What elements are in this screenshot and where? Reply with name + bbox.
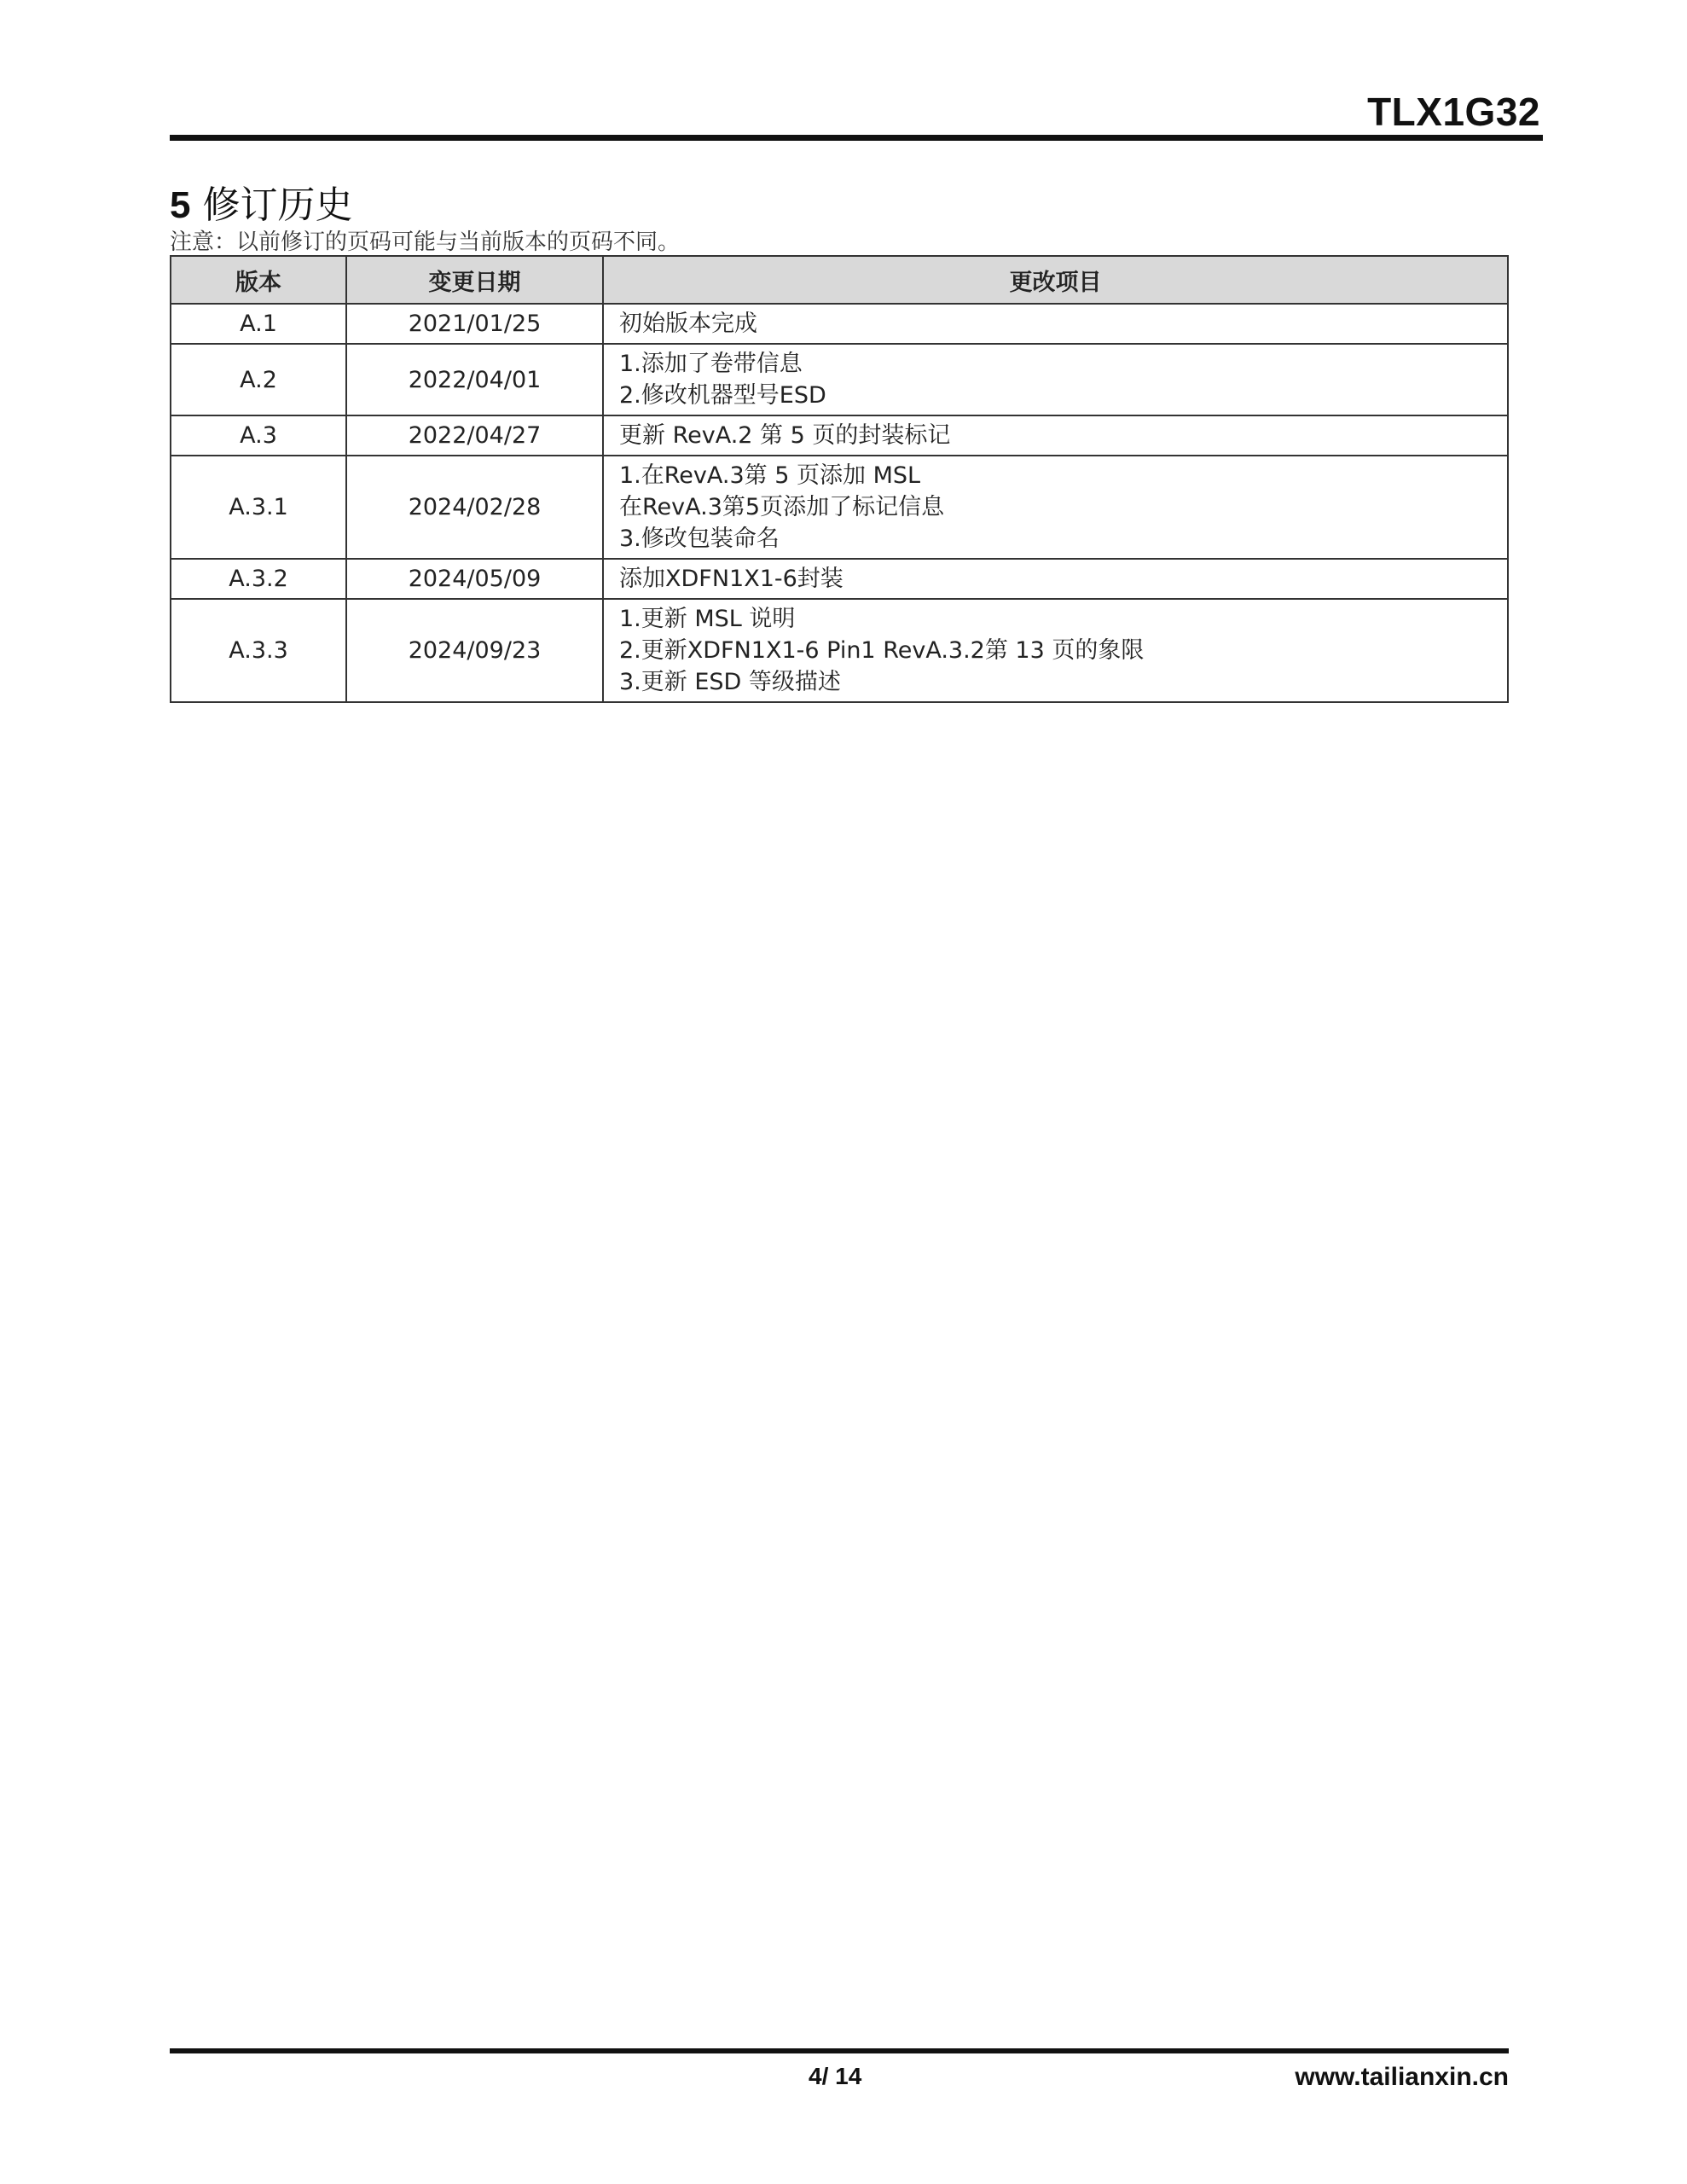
header-date: 变更日期 — [346, 256, 603, 304]
changes-cell — [603, 599, 1508, 702]
table-row — [171, 415, 1508, 456]
change-line: 2.更新XDFN1X1-6 Pin1 RevA.3.2第 13 页的象限 — [619, 637, 1145, 664]
section-number: 5 — [170, 184, 191, 226]
revision-note: 注意：以前修订的页码可能与当前版本的页码不同。 — [170, 229, 681, 255]
changes-cell — [603, 344, 1508, 415]
date-cell: 2022/04/27 — [346, 415, 603, 456]
version-cell: A.3.1 — [171, 456, 346, 559]
header-divider — [170, 135, 1543, 141]
change-line: 在RevA.3第5页添加了标记信息 — [619, 494, 945, 520]
change-line: 更新 RevA.2 第 5 页的封装标记 — [619, 422, 951, 449]
version-cell: A.1 — [171, 304, 346, 344]
changes-cell — [603, 415, 1508, 456]
page-number: 4/ 14 — [809, 2063, 862, 2089]
date-cell: 2021/01/25 — [346, 304, 603, 344]
revision-history-table — [170, 255, 1509, 703]
change-line: 1.更新 MSL 说明 — [619, 606, 796, 632]
document-title: TLX1G32 — [1367, 90, 1540, 134]
table-header-row — [171, 256, 1508, 304]
changes-cell — [603, 304, 1508, 344]
date-cell: 2022/04/01 — [346, 344, 603, 415]
version-cell: A.2 — [171, 344, 346, 415]
date-cell: 2024/05/09 — [346, 559, 603, 599]
change-line: 1.添加了卷带信息 — [619, 351, 803, 377]
section-title: 修订历史 — [202, 183, 353, 227]
table-row — [171, 559, 1508, 599]
table-row — [171, 456, 1508, 559]
version-cell: A.3.2 — [171, 559, 346, 599]
table-row — [171, 599, 1508, 702]
date-cell: 2024/02/28 — [346, 456, 603, 559]
table-row — [171, 304, 1508, 344]
changes-cell — [603, 559, 1508, 599]
footer-divider — [170, 2048, 1509, 2053]
change-line: 2.修改机器型号ESD — [619, 382, 826, 409]
change-line: 添加XDFN1X1-6封装 — [619, 566, 844, 592]
table-row — [171, 344, 1508, 415]
change-line: 3.修改包装命名 — [619, 526, 780, 552]
changes-cell — [603, 456, 1508, 559]
change-line: 初始版本完成 — [619, 311, 757, 337]
version-cell: A.3.3 — [171, 599, 346, 702]
change-line: 3.更新 ESD 等级描述 — [619, 669, 841, 695]
date-cell: 2024/09/23 — [346, 599, 603, 702]
website-link[interactable]: www.tailianxin.cn — [1295, 2063, 1509, 2091]
change-line: 1.在RevA.3第 5 页添加 MSL — [619, 462, 921, 489]
header-version: 版本 — [171, 256, 346, 304]
section-heading — [170, 174, 352, 229]
version-cell: A.3 — [171, 415, 346, 456]
header-changes: 更改项目 — [603, 256, 1508, 304]
